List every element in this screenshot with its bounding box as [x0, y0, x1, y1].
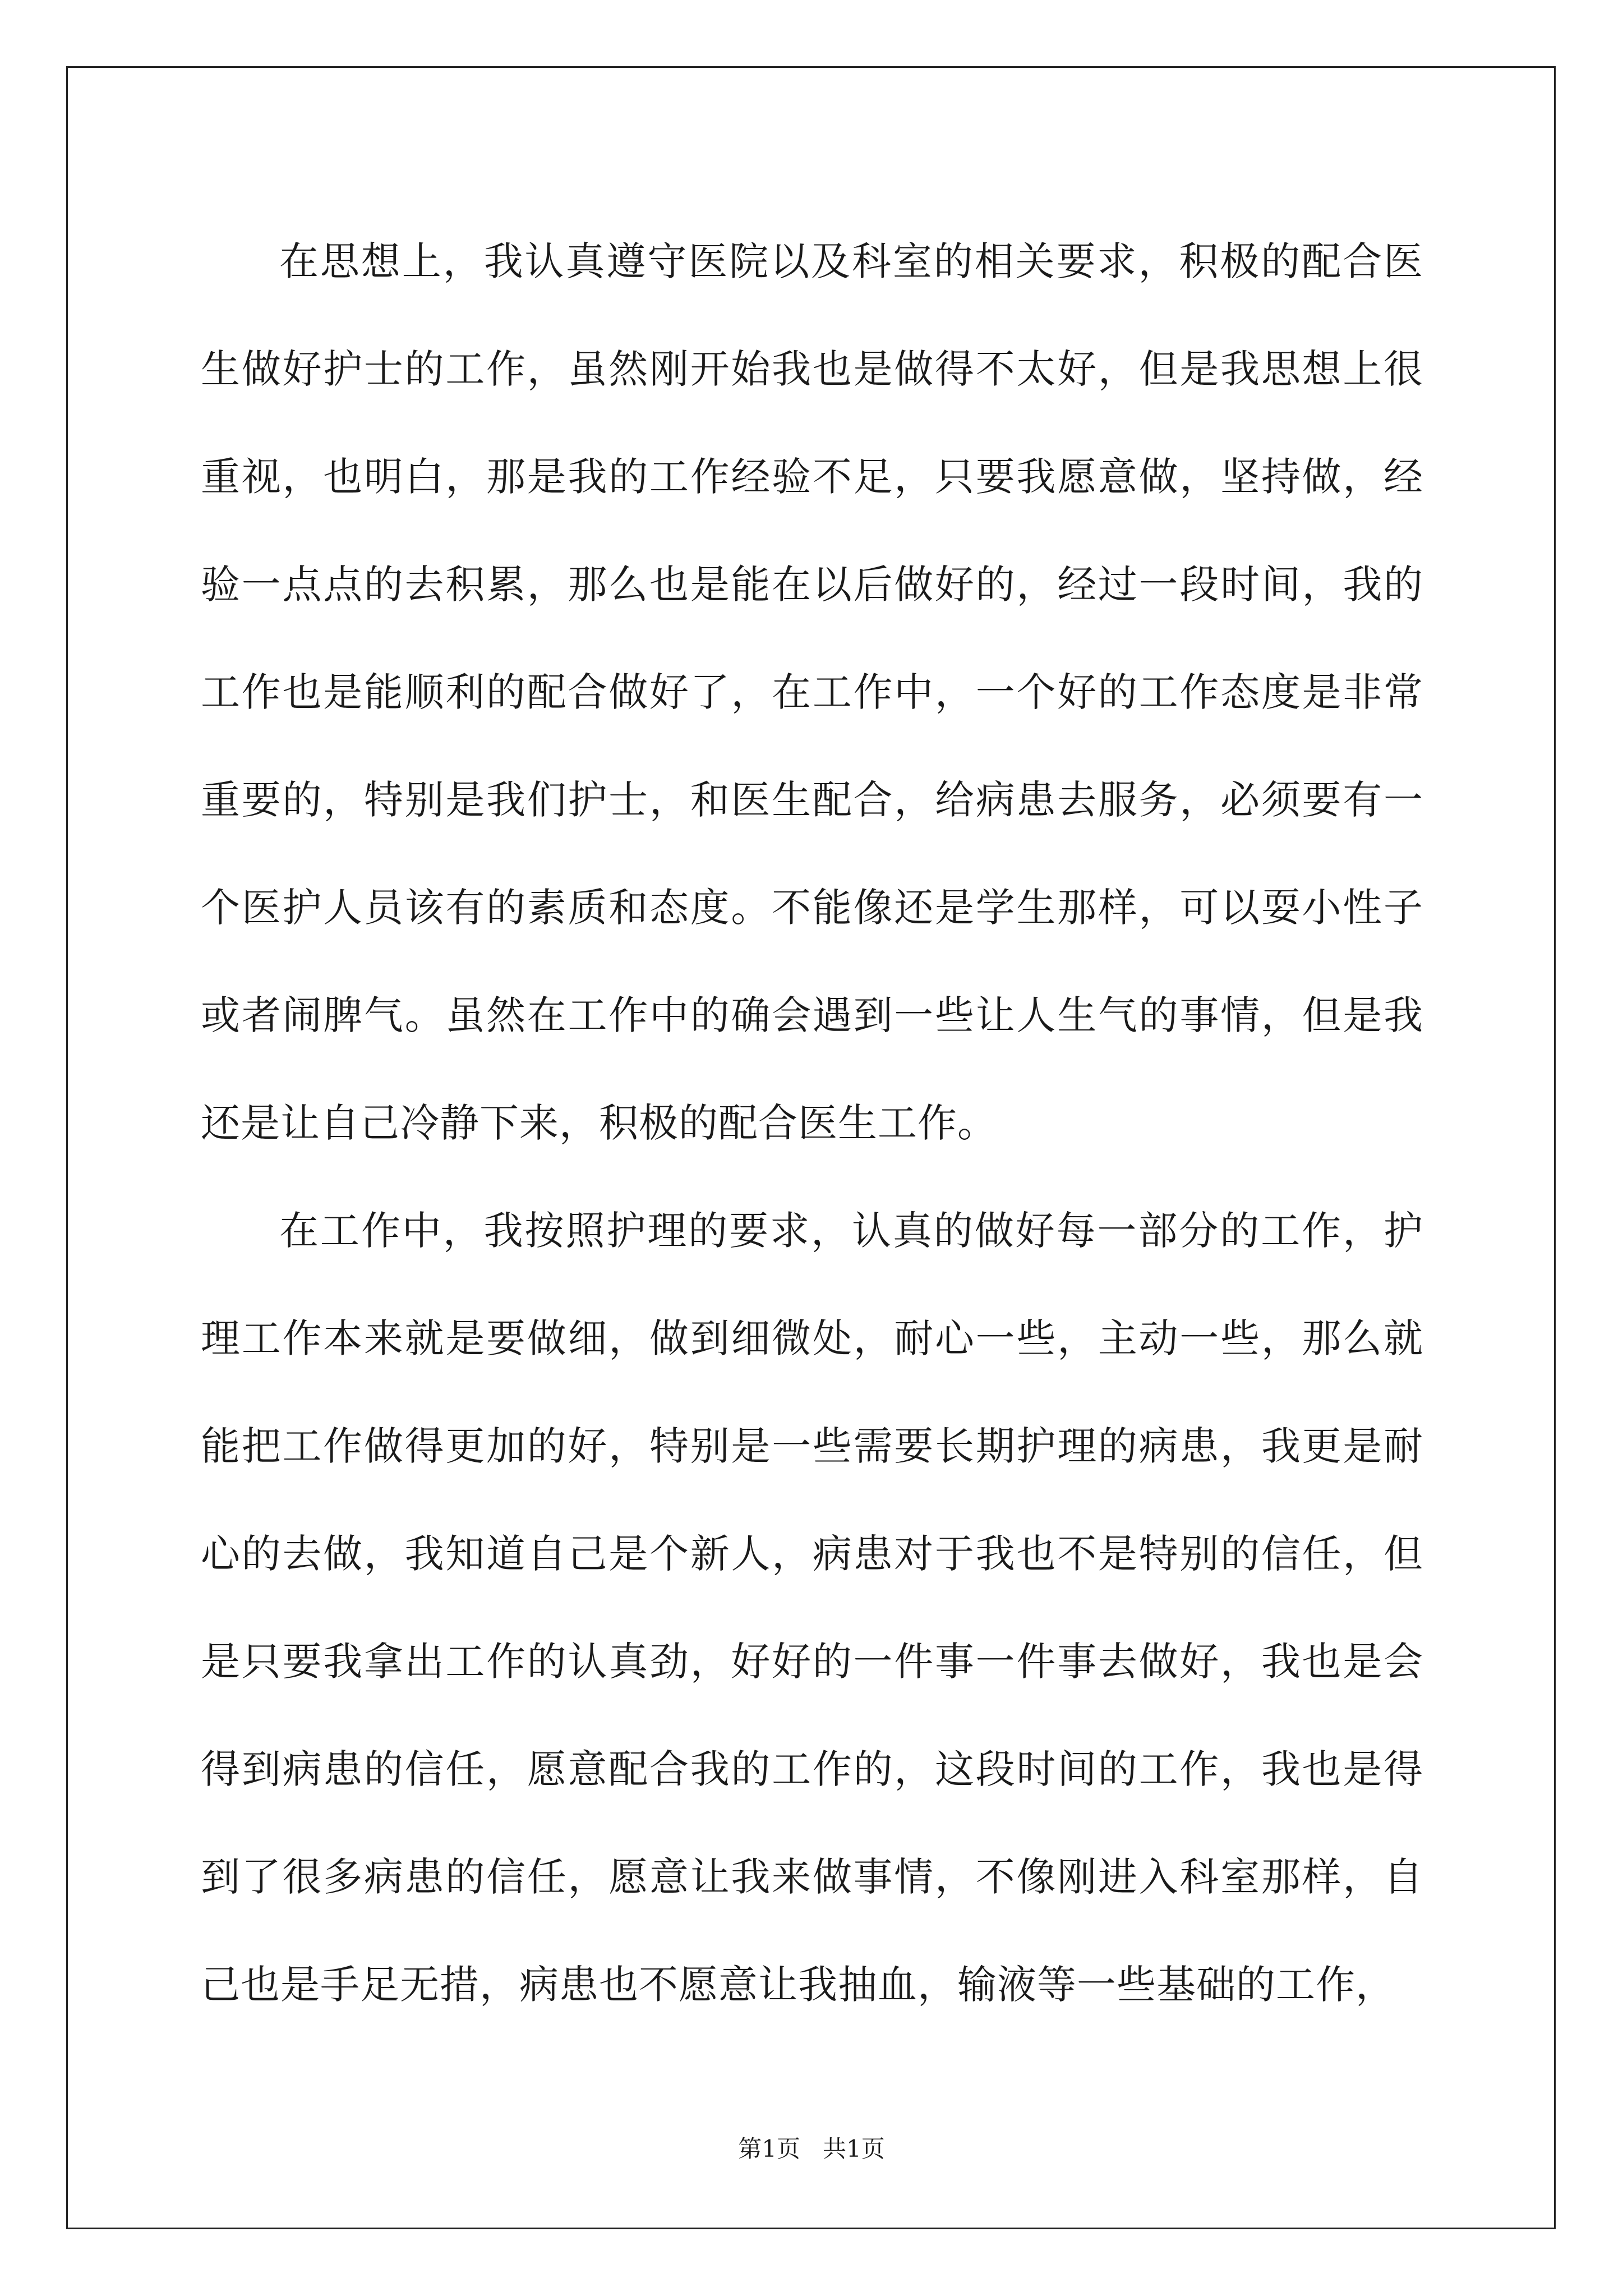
- paragraph-2: 在工作中，我按照护理的要求，认真的做好每一部分的工作，护理工作本来就是要做细，做到细微处，耐心一些，主动一些，那么就能把工作做得更加的好，特别是一些需要长期护理的病患，我更是耐心的去做，我知道自己是个新人，病患对于我也不是特别的信任，但是只要我拿出工作的认真劲，好好的一件事一件事去做好，我也是会得到病患的信任，愿意配合我的工作的，这段时间的工作，我也是得到了很多病患的信任，愿意让我来做事情，不像刚进入科室那样，自己也是手足无措，病患也不愿意让我抽血，输液等一些基础的工作，: [201, 1208, 1423, 2008]
- paragraph-1: 在思想上，我认真遵守医院以及科室的相关要求，积极的配合医生做好护士的工作，虽然刚开始我也是做得不太好，但是我思想上很重视，也明白，那是我的工作经验不足，只要我愿意做，坚持做，经验一点点的去积累，那么也是能在以后做好的，经过一段时间，我的工作也是能顺利的配合做好了，在工作中，一个好的工作态度是非常重要的，特别是我们护士，和医生配合，给病患去服务，必须要有一个医护人员该有的素质和态度。不能像还是学生那样，可以耍小性子或者闹脾气。虽然在工作中的确会遇到一些让人生气的事情，但是我还是让自己冷静下来，积极的配合医生工作。: [201, 238, 1423, 1146]
- page-footer: 第1页 共1页: [738, 2135, 885, 2162]
- document-body: [201, 208, 1423, 2039]
